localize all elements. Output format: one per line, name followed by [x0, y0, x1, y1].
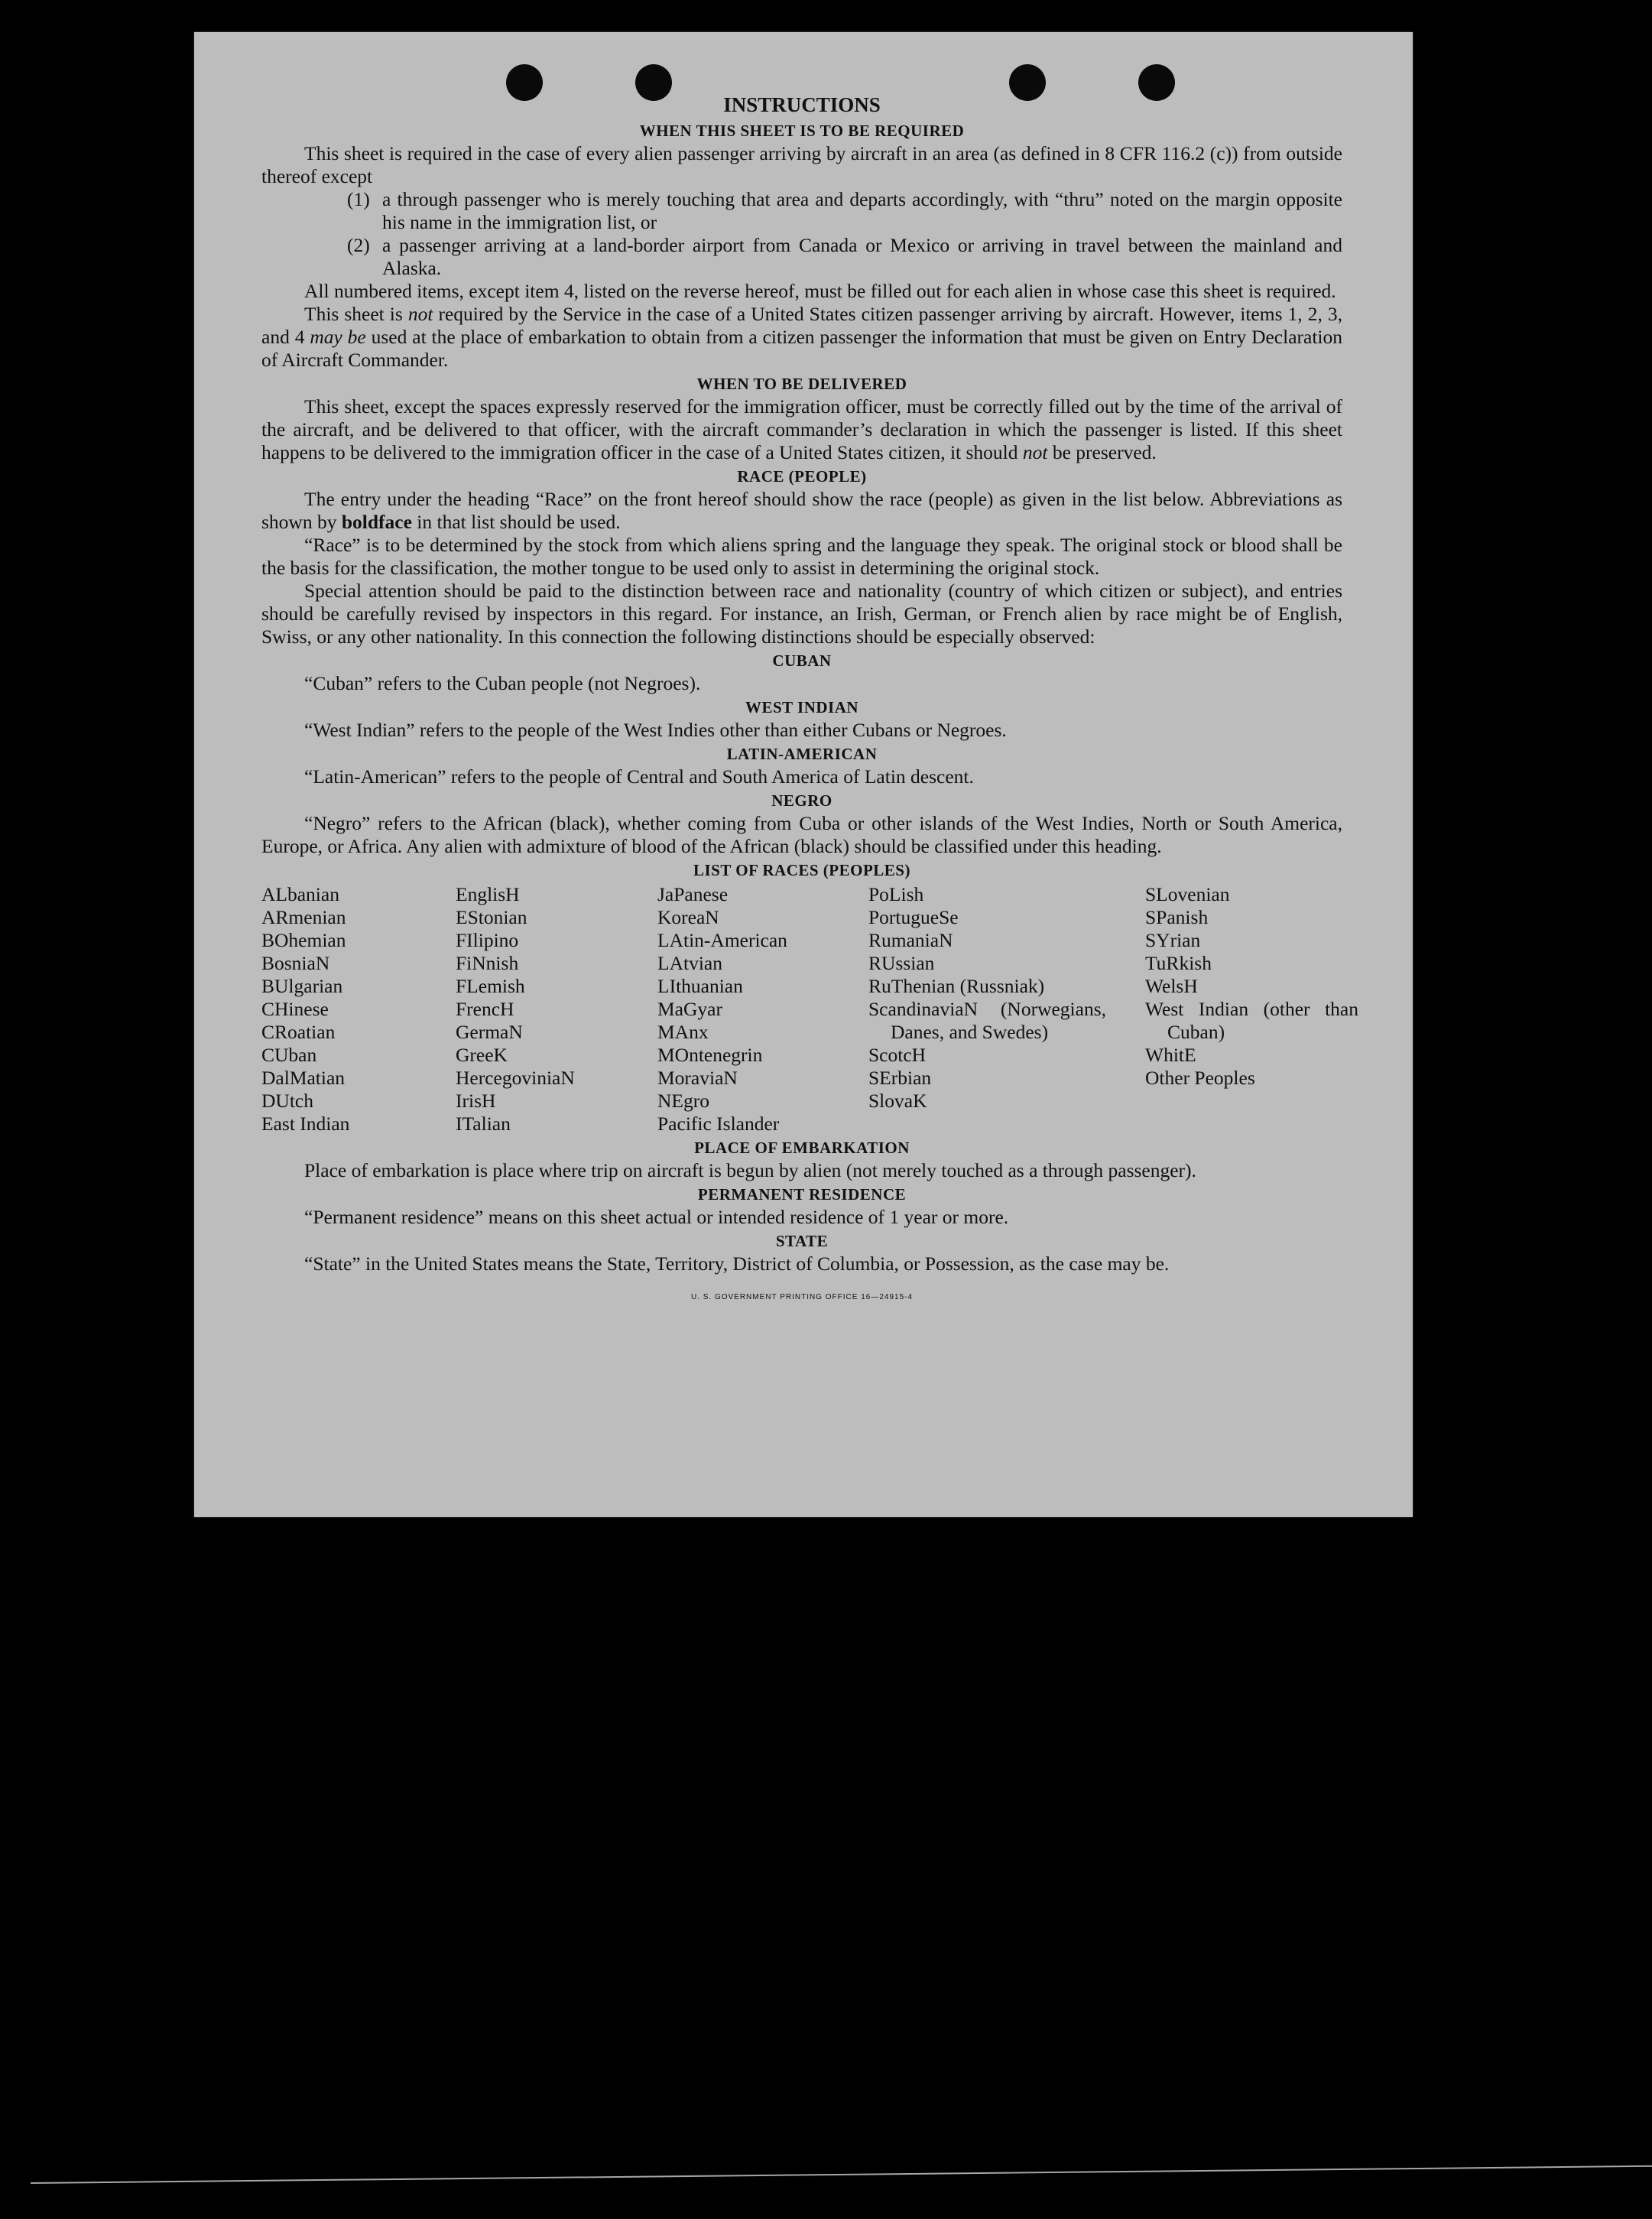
race-item: LAtvian	[657, 952, 722, 974]
races-column	[1145, 883, 1358, 1135]
race-item: SPanish	[1145, 906, 1209, 928]
heading-when-delivered: WHEN TO BE DELIVERED	[696, 375, 907, 393]
document-sheet	[194, 32, 1413, 1517]
text-run: in that list should be used.	[411, 511, 621, 533]
item-number: (1)	[347, 188, 370, 210]
race-item: SYrian	[1145, 929, 1201, 951]
race-item: DalMatian	[261, 1067, 346, 1089]
scanner-edge-line	[31, 2165, 1652, 2184]
latin-american-text: “Latin-American” refers to the people of Central and South America of Latin descent.	[304, 765, 974, 788]
exception-item	[347, 234, 1342, 280]
item-text: a passenger arriving at a land-border airport from Canada or Mexico or arriving in travel between the mainland and Alaska.	[382, 234, 1342, 279]
race-item: ITalian	[456, 1113, 511, 1135]
item-number: (2)	[347, 234, 370, 256]
race-item: BOhemian	[261, 929, 346, 951]
text-run: This sheet is	[304, 303, 408, 325]
heading-west-indian: WEST INDIAN	[745, 698, 859, 716]
race-item: EnglisH	[456, 883, 520, 905]
document-body	[261, 93, 1358, 1309]
race-item: East Indian	[261, 1113, 350, 1135]
race-item: Other Peoples	[1145, 1067, 1255, 1089]
race-item: MaGyar	[657, 998, 722, 1020]
when-delivered-text	[261, 395, 1342, 464]
race-item: ScotcH	[868, 1044, 927, 1066]
text-run: be preserved.	[1047, 441, 1157, 463]
heading-race: RACE (PEOPLE)	[737, 467, 867, 486]
race-item: KoreaN	[657, 906, 719, 928]
heading-state: STATE	[775, 1232, 829, 1250]
when-required-intro: This sheet is required in the case of every alien passenger arriving by aircraft in an area (as defined in 8 CFR 116.2 (c)) from outside thereof except	[261, 142, 1342, 187]
race-item: IrisH	[456, 1090, 496, 1112]
race-item: FiNnish	[456, 952, 519, 974]
race-item: BUlgarian	[261, 975, 343, 997]
race-item: LAtin-American	[657, 929, 787, 951]
emphasis-text: not	[1022, 441, 1048, 463]
embarkation-text: Place of embarkation is place where trip on aircraft is begun by alien (not merely touched as a through passenger).	[304, 1159, 1196, 1181]
emphasis-text: not	[407, 303, 433, 325]
race-item: CRoatian	[261, 1021, 336, 1043]
race-item: SLovenian	[1145, 883, 1230, 905]
text-run: used at the place of embarkation to obtain from a citizen passenger the information that must be given on Entry Declaration of Aircraft Commander.	[261, 326, 1343, 371]
cuban-text: “Cuban” refers to the Cuban people (not Negroes).	[304, 672, 701, 694]
race-item: LIthuanian	[657, 975, 743, 997]
heading-latin-american: LATIN-AMERICAN	[726, 745, 878, 763]
heading-negro: NEGRO	[771, 791, 832, 810]
race-item: Pacific Islander	[657, 1113, 780, 1135]
heading-list-of-races: LIST OF RACES (PEOPLES)	[693, 861, 910, 879]
race-item: RUssian	[868, 952, 935, 974]
race-item: ALbanian	[261, 883, 339, 905]
race-item: SErbian	[868, 1067, 932, 1089]
negro-text: “Negro” refers to the African (black), whether coming from Cuba or other islands of the West Indies, North or South America, Europe, or Africa. Any alien with admixture of blood of the African (black) should be classified under this heading.	[261, 812, 1342, 857]
heading-cuban: CUBAN	[772, 651, 832, 670]
race-item: BosniaN	[261, 952, 330, 974]
race-item: RumaniaN	[868, 929, 953, 951]
bold-text: boldface	[341, 511, 412, 533]
race-item: TuRkish	[1145, 952, 1212, 974]
race-item: SlovaK	[868, 1090, 927, 1112]
emphasis-text: may be	[310, 326, 366, 348]
heading-when-required: WHEN THIS SHEET IS TO BE REQUIRED	[639, 122, 965, 140]
race-item: CUban	[261, 1044, 317, 1066]
race-item: GreeK	[456, 1044, 508, 1066]
races-column	[261, 883, 456, 1135]
race-paragraph-3: Special attention should be paid to the distinction between race and nationality (country of which citizen or subject), and entries should be carefully revised by inspectors in this regard. For instance, an Irish, German, or French alien by race might be of English, Swiss, or any other nationality. In this connection the following distinctions should be especially observed:	[261, 580, 1342, 648]
race-item: GermaN	[456, 1021, 523, 1043]
item-text: a through passenger who is merely touching that area and departs accordingly, with “thru” noted on the margin opposite his name in the immigration list, or	[382, 188, 1342, 233]
numbered-items-paragraph: All numbered items, except item 4, listed on the reverse hereof, must be filled out for each alien in whose case this sheet is required.	[304, 280, 1336, 302]
races-column	[456, 883, 657, 1135]
race-item: FLemish	[456, 975, 525, 997]
race-item: MOntenegrin	[657, 1044, 763, 1066]
races-column	[657, 883, 868, 1135]
race-paragraph-2: “Race” is to be determined by the stock from which aliens spring and the language they speak. The original stock or blood shall be the basis for the classification, the mother tongue to be used only to assist in determining the original stock.	[261, 534, 1342, 579]
race-item: DUtch	[261, 1090, 313, 1112]
west-indian-text: “West Indian” refers to the people of the West Indies other than either Cubans or Negroes.	[304, 719, 1007, 741]
race-item: ScandinaviaN (Norwegians, Danes, and Swedes)	[868, 998, 1106, 1043]
state-text: “State” in the United States means the State, Territory, District of Columbia, or Possession, as the case may be.	[304, 1252, 1170, 1275]
text-run: required by the Service in the case of a United States citizen passenger arriving by aircraft. However, items 1, 2, 3, and 4	[261, 303, 1342, 348]
document-title: INSTRUCTIONS	[723, 93, 881, 116]
race-item: ARmenian	[261, 906, 346, 928]
heading-permanent-residence: PERMANENT RESIDENCE	[697, 1185, 907, 1204]
race-item: MAnx	[657, 1021, 709, 1043]
residence-text: “Permanent residence” means on this sheet actual or intended residence of 1 year or more.	[304, 1206, 1009, 1228]
race-item: WelsH	[1145, 975, 1198, 997]
text-run: This sheet, except the spaces expressly reserved for the immigration officer, must be correctly filled out by the time of the arrival of the aircraft, and be delivered to that officer, with the aircraft commander’s declaration in which the passenger is listed. If this sheet happens to be delivered to the immigration officer in the case of a United States citizen, it should	[261, 395, 1342, 463]
race-item: NEgro	[657, 1090, 709, 1112]
heading-place-of-embarkation: PLACE OF EMBARKATION	[694, 1139, 910, 1157]
race-item: EStonian	[456, 906, 527, 928]
text-run: The entry under the heading “Race” on the front hereof should show the race (people) as given in the list below. Abbreviations as shown by	[261, 488, 1342, 533]
race-item: FrencH	[456, 998, 514, 1020]
race-item: MoraviaN	[657, 1067, 738, 1089]
race-item: WhitE	[1145, 1044, 1196, 1066]
races-column	[868, 883, 1145, 1135]
race-item: FIlipino	[456, 929, 519, 951]
race-item: PortugueSe	[868, 906, 959, 928]
citizen-paragraph	[261, 303, 1342, 372]
races-list	[261, 883, 1358, 1135]
race-item: JaPanese	[657, 883, 729, 905]
race-item: West Indian (other than Cuban)	[1145, 998, 1358, 1043]
race-item: CHinese	[261, 998, 329, 1020]
race-paragraph-1	[261, 488, 1342, 534]
printing-office-note: U. S. GOVERNMENT PRINTING OFFICE 16—24915-4	[690, 1293, 914, 1301]
race-item: RuThenian (Russniak)	[868, 975, 1045, 997]
race-item: HercegoviniaN	[456, 1067, 575, 1089]
race-item: PoLish	[868, 883, 924, 905]
exception-item	[347, 188, 1342, 234]
